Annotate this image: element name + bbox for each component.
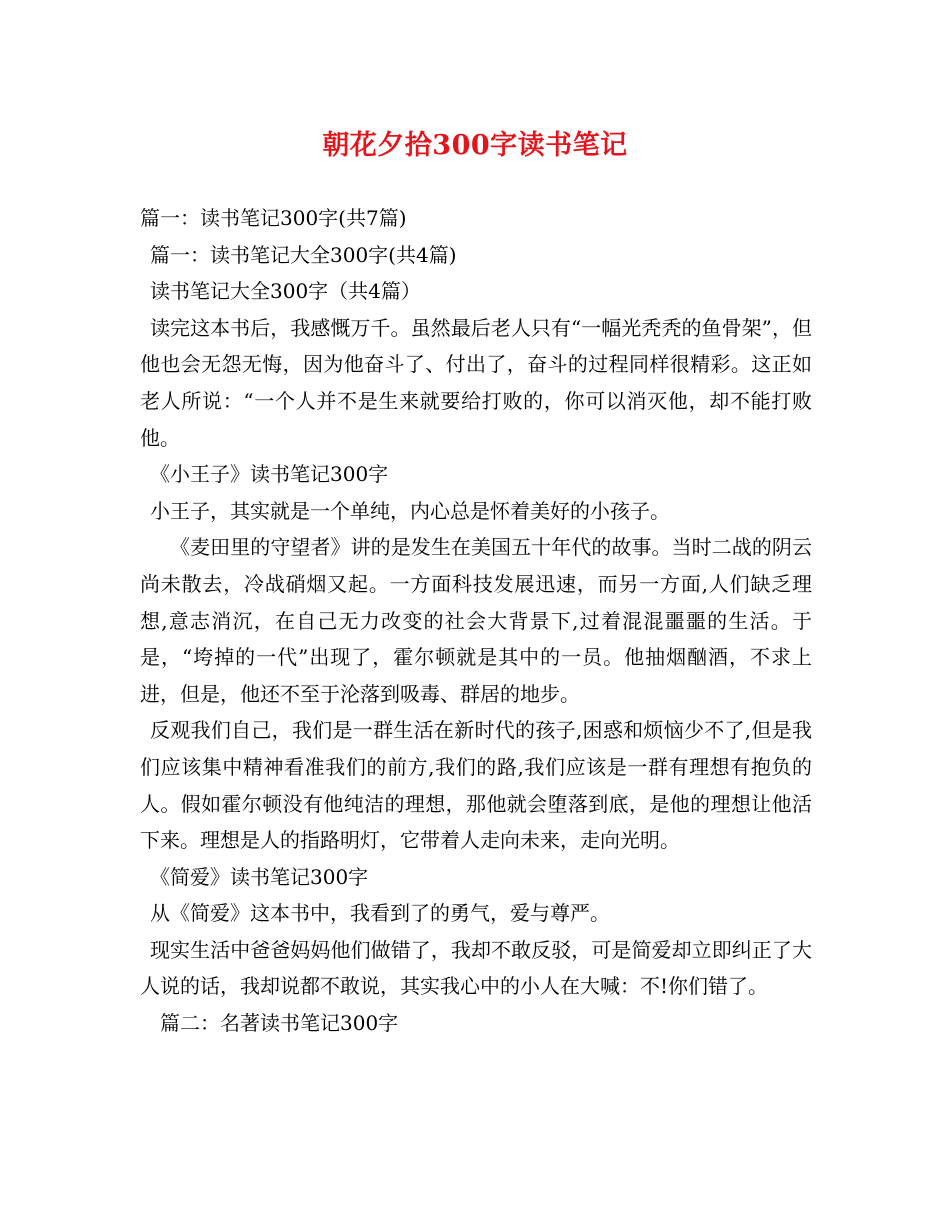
heading-part-one: 篇一：读书笔记300字(共7篇) (140, 206, 407, 230)
paragraph-jane-eyre-courage: 从《简爱》这本书中，我看到了的勇气，爱与尊严。 (150, 901, 610, 926)
paragraph-little-prince: 小王子，其实就是一个单纯，内心总是怀着美好的小孩子。 (150, 498, 670, 523)
paragraph-reflection: 反观我们自己，我们是一群生活在新时代的孩子,困惑和烦恼少不了,但是我们应该集中精神看准我们的前方,我们的路,我们应该是一群有理想有抱负的人。假如霍尔顿没有他纯洁的理想，那他就会堕落到底，是他的理想让他活下来。理想是人的指路明灯，它带着人走向未来，走向光明。 (140, 718, 812, 853)
subheading-notes-collection: 读书笔记大全300字（共4篇） (150, 279, 421, 304)
paragraph-jane-eyre-reality: 现实生活中爸爸妈妈他们做错了，我却不敢反驳，可是简爱却立即纠正了大人说的话，我却说都不敢说，其实我心中的小人在大喊：不!你们错了。 (140, 937, 812, 999)
subheading-jane-eyre: 《简爱》读书笔记300字 (150, 864, 369, 889)
document-body (140, 200, 812, 1042)
document-title: 朝花夕拾300字读书笔记 (322, 130, 628, 161)
subheading-little-prince: 《小王子》读书笔记300字 (150, 462, 389, 487)
paragraph-old-man-and-sea: 读完这本书后，我感慨万千。虽然最后老人只有“一幅光秃秃的鱼骨架”，但他也会无怨无悔，因为他奋斗了、付出了，奋斗的过程同样很精彩。这正如老人所说：“一个人并不是生来就要给打败的，你可以消灭他，却不能打败他。 (140, 315, 812, 450)
heading-part-two: 篇二：名著读书笔记300字 (160, 1011, 399, 1036)
paragraph-catcher-in-the-rye: 《麦田里的守望者》讲的是发生在美国五十年代的故事。当时二战的阴云尚未散去，冷战硝烟又起。一方面科技发展迅速，而另一方面,人们缺乏理想,意志消沉，在自己无力改变的社会大背景下,过着混混噩噩的生活。于是，“垮掉的一代”出现了，霍尔顿就是其中的一员。他抽烟酗酒，不求上进，但是，他还不至于沦落到吸毒、群居的地步。 (140, 535, 812, 706)
subheading-part-one: 篇一：读书笔记大全300字(共4篇) (150, 242, 457, 267)
